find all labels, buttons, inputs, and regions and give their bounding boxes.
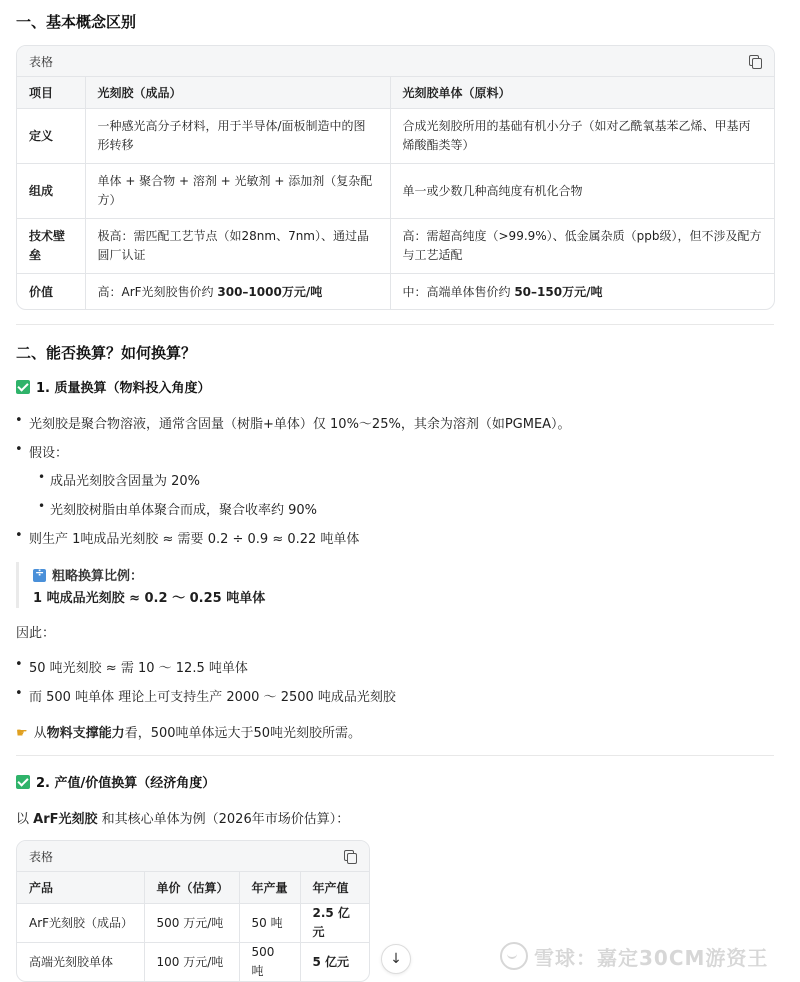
subsection-1-title — [16, 377, 211, 396]
table-cell: 50 吨 — [239, 904, 300, 943]
quote-title — [33, 565, 143, 584]
table-row — [17, 109, 774, 164]
quote-bar — [16, 562, 25, 608]
divider — [16, 755, 774, 756]
sub-list-item: • 光刻胶树脂由单体聚合而成，聚合收率约 90% — [50, 499, 317, 518]
table-row — [17, 274, 774, 311]
table-header-row — [17, 872, 369, 904]
calculator-icon — [33, 569, 46, 582]
check-icon — [16, 775, 30, 789]
list-item: • 假设： — [29, 442, 68, 461]
row-label: 组成 — [17, 164, 85, 219]
table-header-cell: 单价（估算） — [144, 872, 239, 904]
section-2-title: 二、能否换算？如何换算？ — [16, 344, 197, 362]
table-cell: 5 亿元 — [300, 943, 369, 982]
table-row — [17, 164, 774, 219]
section-1-title: 一、基本概念区别 — [16, 13, 137, 31]
table-header-row — [17, 77, 774, 109]
table-cell: 极高：需匹配工艺节点（如28nm、7nm）、通过晶圆厂认证 — [85, 219, 390, 274]
table-cell: 100 万元/吨 — [144, 943, 239, 982]
subsection-2-title — [16, 772, 215, 791]
table-cell — [390, 274, 774, 311]
table-row — [17, 219, 774, 274]
cell-price: 300–1000万元/吨 — [217, 284, 323, 299]
concept-table — [17, 77, 774, 310]
list-item: • 光刻胶是聚合物溶液，通常含固量（树脂+单体）仅 10%～25%，其余为溶剂（如PGMEA）。 — [29, 413, 571, 432]
value-table-card — [16, 840, 370, 982]
table-header-cell: 光刻胶单体（原料） — [390, 77, 774, 109]
subsection-2-label: 2. 产值/价值换算（经济角度） — [36, 776, 216, 791]
cell-price: 50–150万元/吨 — [514, 284, 603, 299]
check-icon — [16, 380, 30, 394]
copy-icon[interactable] — [343, 849, 357, 863]
pointing-hand-icon: ☛ — [16, 726, 28, 741]
table-cell: 500 吨 — [239, 943, 300, 982]
quote-title-text: 粗略换算比例： — [52, 569, 144, 584]
table-row — [17, 904, 369, 943]
intro-pre: 以 — [16, 812, 34, 827]
table-cell: 合成光刻胶所用的基础有机小分子（如对乙酰氧基苯乙烯、甲基丙烯酸酯类等） — [390, 109, 774, 164]
concept-table-card — [16, 45, 775, 310]
intro-bold: ArF光刻胶 — [33, 812, 98, 827]
table-cell: ArF光刻胶（成品） — [17, 904, 144, 943]
row-label: 价值 — [17, 274, 85, 311]
table-header-bar — [17, 46, 774, 77]
table-header-bar — [17, 841, 369, 872]
table-row — [17, 943, 369, 982]
row-label: 定义 — [17, 109, 85, 164]
conclusion-pre: 从 — [33, 726, 47, 741]
xueqiu-logo-icon — [500, 942, 528, 970]
subsection-1-label: 1. 质量换算（物料投入角度） — [36, 381, 211, 396]
table-header-cell: 年产值 — [300, 872, 369, 904]
table-cell: 500 万元/吨 — [144, 904, 239, 943]
table-cell: 单一或少数几种高纯度有机化合物 — [390, 164, 774, 219]
table-caption: 表格 — [29, 54, 54, 69]
scroll-down-button[interactable] — [381, 944, 411, 974]
therefore-text: 因此： — [16, 626, 56, 641]
cell-text: 中：高端单体售价约 — [402, 284, 515, 299]
conclusion-bold: 物料支撑能力 — [46, 726, 125, 741]
list-item: • 而 500 吨单体 理论上可支持生产 2000 ～ 2500 吨成品光刻胶 — [29, 686, 396, 705]
conclusion-post: 看，500吨单体远大于50吨光刻胶所需。 — [124, 726, 362, 741]
list-item: • 50 吨光刻胶 ≈ 需 10 ～ 12.5 吨单体 — [29, 657, 248, 676]
table-cell: 一种感光高分子材料，用于半导体/面板制造中的图形转移 — [85, 109, 390, 164]
watermark — [500, 942, 768, 971]
quote-line: 1 吨成品光刻胶 ≈ 0.2 ～ 0.25 吨单体 — [33, 591, 266, 606]
sub-list-item: • 成品光刻胶含固量为 20% — [50, 470, 200, 489]
table-header-cell: 年产量 — [239, 872, 300, 904]
value-table — [17, 872, 369, 981]
table-header-cell: 产品 — [17, 872, 144, 904]
watermark-text: 雪球：嘉定30CM游资王 — [534, 946, 769, 970]
intro-post: 和其核心单体为例（2026年市场价估算）： — [97, 812, 350, 827]
table-cell — [85, 274, 390, 311]
table-header-cell: 项目 — [17, 77, 85, 109]
table-cell: 高端光刻胶单体 — [17, 943, 144, 982]
table-cell: 单体 + 聚合物 + 溶剂 + 光敏剂 + 添加剂（复杂配方） — [85, 164, 390, 219]
intro-text — [16, 808, 349, 827]
divider — [16, 324, 774, 325]
table-cell: 高：需超高纯度（>99.9%）、低金属杂质（ppb级），但不涉及配方与工艺适配 — [390, 219, 774, 274]
table-cell: 2.5 亿元 — [300, 904, 369, 943]
copy-icon[interactable] — [748, 54, 762, 68]
cell-text: 高：ArF光刻胶售价约 — [97, 284, 218, 299]
table-header-cell: 光刻胶（成品） — [85, 77, 390, 109]
arrow-down-icon: ↓ — [390, 951, 402, 967]
list-item: • 则生产 1吨成品光刻胶 ≈ 需要 0.2 ÷ 0.9 ≈ 0.22 吨单体 — [29, 528, 359, 547]
conclusion-text — [16, 722, 361, 741]
table-caption: 表格 — [29, 849, 54, 864]
row-label: 技术壁垒 — [17, 219, 85, 274]
